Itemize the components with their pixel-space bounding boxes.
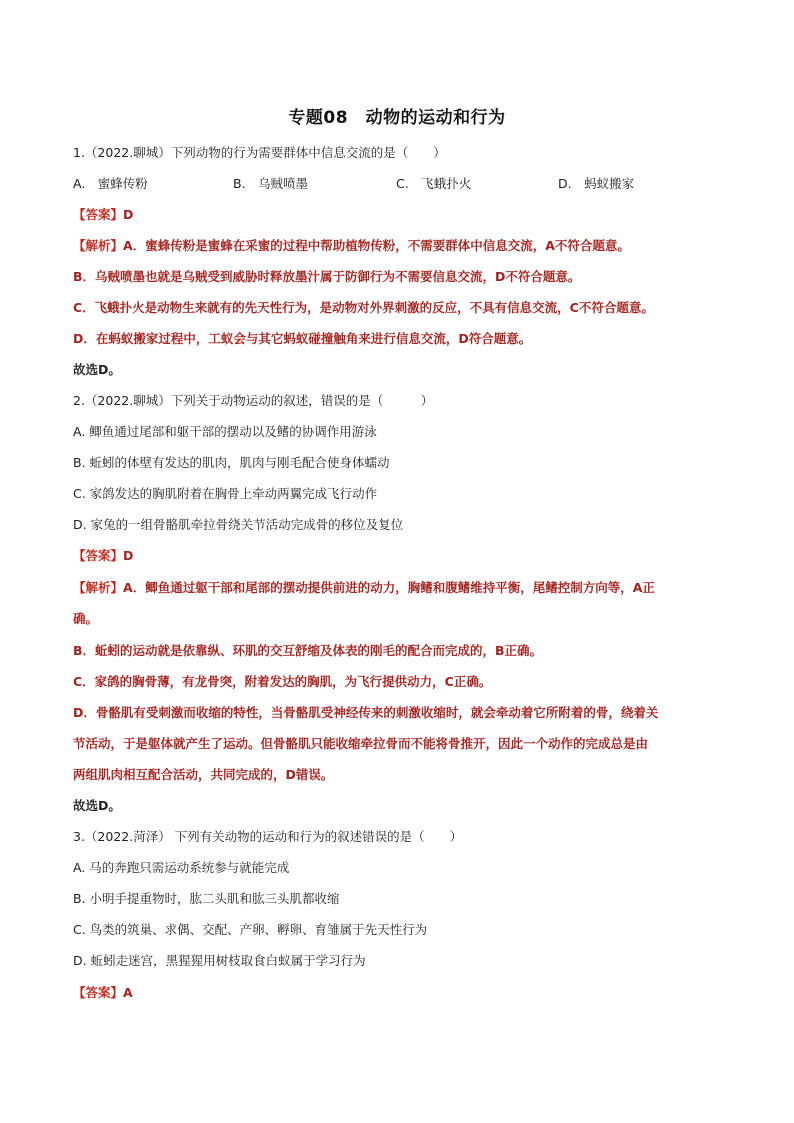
question-2-analysis-a-cont: 确。 <box>73 611 99 626</box>
question-1-option-c: C. 飞蛾扑火 <box>396 176 472 191</box>
question-3-option-d: D. 蚯蚓走迷宫，黑猩猩用树枝取食白蚁属于学习行为 <box>73 953 366 968</box>
question-1-option-b: B. 乌贼喷墨 <box>233 176 309 191</box>
question-1-stem: 1.（2022.聊城）下列动物的行为需要群体中信息交流的是（ ） <box>73 145 446 160</box>
analysis-tag: 【解析】 <box>73 580 124 595</box>
question-1-analysis-d: D．在蚂蚁搬家过程中，工蚁会与其它蚂蚁碰撞触角来进行信息交流，D符合题意。 <box>73 331 532 346</box>
question-3-option-a: A. 马的奔跑只需运动系统参与就能完成 <box>73 860 290 875</box>
question-1-option-a: A. 蜜蜂传粉 <box>73 176 148 191</box>
answer-tag: 【答案】 <box>73 985 124 1000</box>
question-2-stem: 2.（2022.聊城）下列关于动物运动的叙述，错误的是（ ） <box>73 393 434 408</box>
answer-value: D <box>123 548 134 563</box>
question-1-analysis-b: B．乌贼喷墨也就是乌贼受到威胁时释放墨汁属于防御行为不需要信息交流，D不符合题意。 <box>73 269 581 284</box>
answer-value: A <box>123 985 133 1000</box>
question-2-analysis-a <box>73 579 733 597</box>
question-2-analysis-b: B．蚯蚓的运动就是依靠纵、环肌的交互舒缩及体表的刚毛的配合而完成的，B正确。 <box>73 643 543 658</box>
answer-tag: 【答案】 <box>73 207 124 222</box>
analysis-text: A．蜜蜂传粉是蜜蜂在采蜜的过程中帮助植物传粉，不需要群体中信息交流，A不符合题意。 <box>123 238 630 253</box>
question-1-option-d: D. 蚂蚁搬家 <box>558 176 635 191</box>
question-2-conclusion: 故选D。 <box>73 798 121 813</box>
question-2-option-c: C. 家鸽发达的胸肌附着在胸骨上牵动两翼完成飞行动作 <box>73 486 378 501</box>
question-3-option-b: B. 小明手提重物时，肱二头肌和肱三头肌都收缩 <box>73 891 340 906</box>
question-2-analysis-c: C．家鸽的胸骨薄，有龙骨突，附着发达的胸肌，为飞行提供动力，C正确。 <box>73 674 492 689</box>
question-2-analysis-d-2: 节活动，于是躯体就产生了运动。但骨骼肌只能收缩牵拉骨而不能将骨推开，因此一个动作的完成总是由 <box>73 736 649 751</box>
question-3-answer <box>73 984 733 1002</box>
question-1-analysis-a <box>73 237 733 255</box>
question-2-analysis-d-3: 两组肌肉相互配合活动，共同完成的，D错误。 <box>73 767 334 782</box>
analysis-text: A．鲫鱼通过躯干部和尾部的摆动提供前进的动力，胸鳍和腹鳍维持平衡，尾鳍控制方向等，A正 <box>123 580 655 595</box>
question-2-option-d: D. 家兔的一组骨骼肌牵拉骨绕关节活动完成骨的移位及复位 <box>73 517 404 532</box>
question-2-option-b: B. 蚯蚓的体壁有发达的肌肉，肌肉与刚毛配合使身体蠕动 <box>73 455 390 470</box>
question-1-answer <box>73 206 733 224</box>
question-2-option-a: A. 鲫鱼通过尾部和躯干部的摆动以及鳍的协调作用游泳 <box>73 424 377 439</box>
answer-tag: 【答案】 <box>73 548 124 563</box>
question-3-option-c: C. 鸟类的筑巢、求偶、交配、产卵、孵卵、育雏属于先天性行为 <box>73 922 428 937</box>
question-1-conclusion: 故选D。 <box>73 362 121 377</box>
question-2-analysis-d-1: D．骨骼肌有受刺激而收缩的特性，当骨骼肌受神经传来的刺激收缩时，就会牵动着它所附着的骨，绕着关 <box>73 705 659 720</box>
question-3-stem: 3.（2022.菏泽） 下列有关动物的运动和行为的叙述错误的是（ ） <box>73 829 463 844</box>
question-1-analysis-c: C．飞蛾扑火是动物生来就有的先天性行为，是动物对外界刺激的反应，不具有信息交流，C不符合题意。 <box>73 300 654 315</box>
question-2-answer <box>73 547 733 565</box>
analysis-tag: 【解析】 <box>73 238 124 253</box>
answer-value: D <box>123 207 134 222</box>
page-title: 专题08 动物的运动和行为 <box>288 108 506 128</box>
